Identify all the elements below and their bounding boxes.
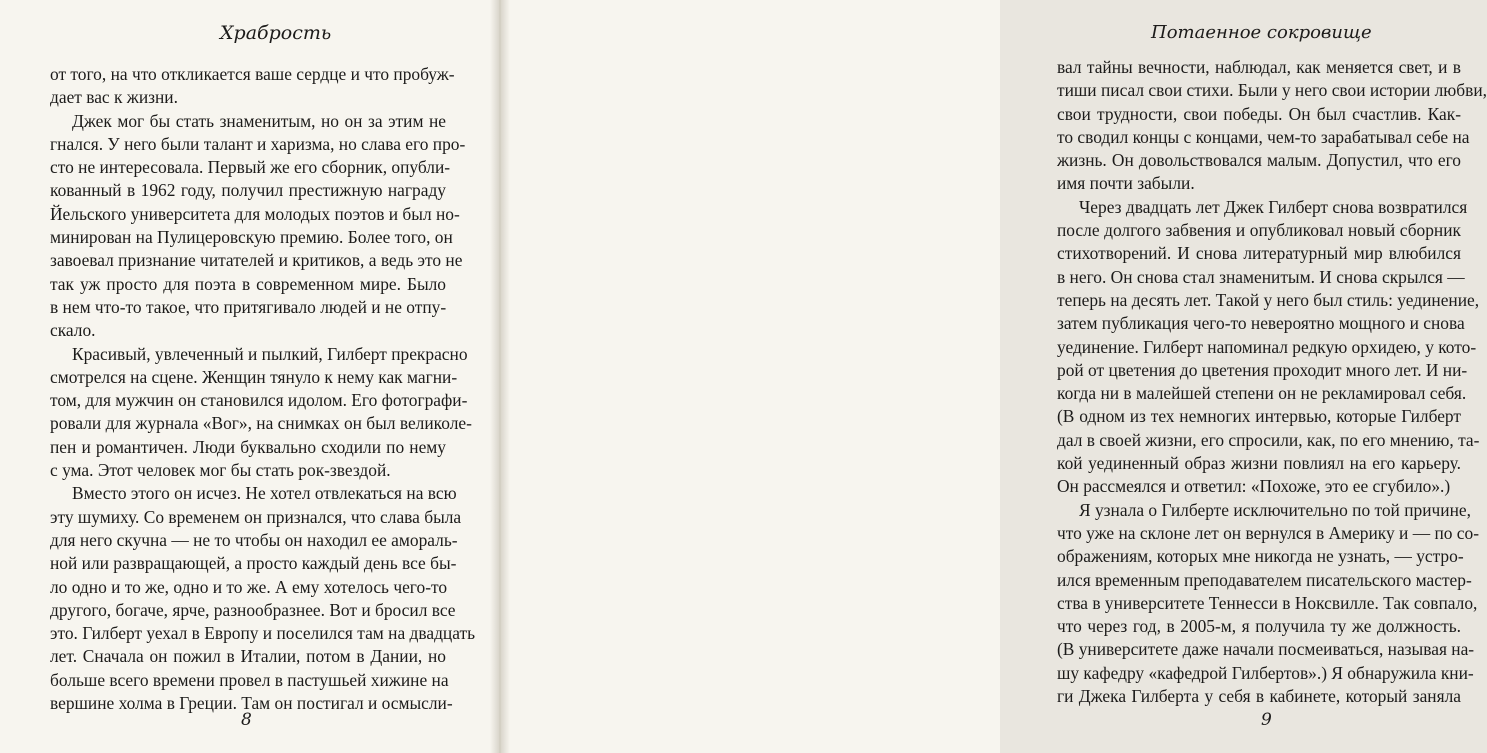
text-line: что уже на склоне лет он вернулся в Америку и — по со- <box>1057 522 1480 543</box>
text-line: Джек мог бы стать знаменитым, но он за этим не <box>72 110 446 131</box>
text-line: с ума. Этот человек мог бы стать рок-звездой. <box>50 460 391 481</box>
left-page-number: 8 <box>241 710 252 730</box>
text-line: эту шумиху. Со временем он признался, что слава была <box>50 506 462 527</box>
text-line: Йельского университета для молодых поэтов и был но- <box>50 203 460 224</box>
text-line: для него скучна — не то чтобы он находил ее амораль- <box>50 529 458 550</box>
book-gutter <box>490 0 510 753</box>
left-page <box>0 0 500 753</box>
text-line: дает вас к жизни. <box>50 87 178 108</box>
text-line: Красивый, увлеченный и пылкий, Гилберт прекрасно <box>72 343 468 364</box>
text-line: от того, на что откликается ваше сердце и что пробуж- <box>50 64 455 84</box>
text-line: свои трудности, свои победы. Он был счастлив. Как- <box>1057 103 1461 124</box>
text-line: после долгого забвения и опубликовал новый сборник <box>1057 220 1461 241</box>
text-line: что через год, в 2005-м, я получила ту же должность. <box>1057 616 1461 637</box>
text-line: скало. <box>50 320 96 341</box>
text-line: ло одно и то же, одно и то же. А ему хотелось чего-то <box>50 576 448 597</box>
text-line: ился временным преподавателем писательского мастер- <box>1057 569 1472 590</box>
text-line: (В одном из тех немногих интервью, которые Гилберт <box>1057 406 1461 427</box>
text-line: это. Гилберт уехал в Европу и поселился там на двадцать <box>50 623 476 644</box>
text-line: (В университете даже начали посмеиваться, называя на- <box>1057 639 1475 660</box>
text-line: имя почти забыли. <box>1057 173 1195 194</box>
text-line: завоевал признание читателей и критиков, а ведь это не <box>50 250 463 271</box>
text-line: так уж просто для поэта в современном мире. Было <box>50 273 446 294</box>
left-running-header: Храбрость <box>220 22 332 44</box>
right-page-body <box>1057 56 1487 708</box>
text-line: вал тайны вечности, наблюдал, как меняется свет, и в <box>1057 57 1461 77</box>
text-line: жизнь. Он довольствовался малым. Допустил, что его <box>1057 150 1461 171</box>
text-line: в нем что-то такое, что притягивало людей и не отпу- <box>50 296 447 317</box>
text-line: кованный в 1962 году, получил престижную награду <box>50 180 446 201</box>
text-line: Вместо этого он исчез. Не хотел отвлекаться на всю <box>72 483 457 504</box>
text-line: дал в своей жизни, его спросили, как, по его мнению, та- <box>1057 429 1480 450</box>
text-line: том, для мужчин он становился идолом. Его фотографи- <box>50 390 468 411</box>
text-line: когда ни в малейшей степени он не рекламировал себя. <box>1057 383 1467 404</box>
right-running-header: Потаенное сокровище <box>1151 22 1372 43</box>
left-page-body <box>50 63 476 715</box>
text-line: кой уединенный образ жизни повлиял на его карьеру. <box>1057 453 1461 474</box>
text-line: больше всего времени провел в пастушьей хижине на <box>50 669 449 690</box>
text-line: ги Джека Гилберта у себя в кабинете, который заняла <box>1057 686 1461 707</box>
text-line: ображениям, которых мне никогда не узнать, — устро- <box>1057 546 1464 567</box>
text-line: шу кафедру «кафедрой Гилбертов».) Я обнаружила кни- <box>1057 662 1474 683</box>
text-line: пен и романтичен. Люди буквально сходили по нему <box>50 436 446 457</box>
text-line: ровали для журнала «Вог», на снимках он был великоле- <box>50 413 472 434</box>
text-line: теперь на десять лет. Такой у него был стиль: уединение, <box>1057 289 1480 310</box>
text-line: Он рассмеялся и ответил: «Похоже, это ее сгубило».) <box>1057 476 1451 497</box>
text-line: сто не интересовала. Первый же его сборник, опубли- <box>50 157 451 178</box>
text-line: стихотворений. И снова литературный мир влюбился <box>1057 243 1461 264</box>
text-line: лет. Сначала он пожил в Италии, потом в Дании, но <box>50 646 446 667</box>
text-line: гнался. У него были талант и харизма, но слава его про- <box>50 133 466 154</box>
text-line: Я узнала о Гилберте исключительно по той причине, <box>1079 499 1471 520</box>
text-line: минирован на Пулицеровскую премию. Более того, он <box>50 227 453 248</box>
text-line: уединение. Гилберт напоминал редкую орхидею, у кото- <box>1057 336 1477 357</box>
text-line: Через двадцать лет Джек Гилберт снова возвратился <box>1079 196 1468 217</box>
text-line: в него. Он снова стал знаменитым. И снова скрылся — <box>1057 266 1465 287</box>
text-line: вершине холма в Греции. Там он постигал и осмысли- <box>50 693 453 714</box>
text-line: рой от цветения до цветения проходит много лет. И ни- <box>1057 359 1468 380</box>
text-line: затем публикация чего-то невероятно мощного и снова <box>1057 313 1465 334</box>
text-line: тиши писал свои стихи. Были у него свои истории любви, <box>1057 80 1487 101</box>
text-line: ной или развращающей, а просто каждый день все бы- <box>50 553 457 574</box>
text-line: другого, богаче, ярче, разнообразнее. Вот и бросил все <box>50 599 456 620</box>
text-line: то сводил концы с концами, чем-то зарабатывал себе на <box>1057 126 1470 147</box>
right-page <box>500 0 1487 753</box>
text-line: ства в университете Теннесси в Ноксвилле. Так совпало, <box>1057 592 1478 613</box>
text-line: смотрелся на сцене. Женщин тянуло к нему как магни- <box>50 366 458 387</box>
right-page-number: 9 <box>1261 710 1272 730</box>
